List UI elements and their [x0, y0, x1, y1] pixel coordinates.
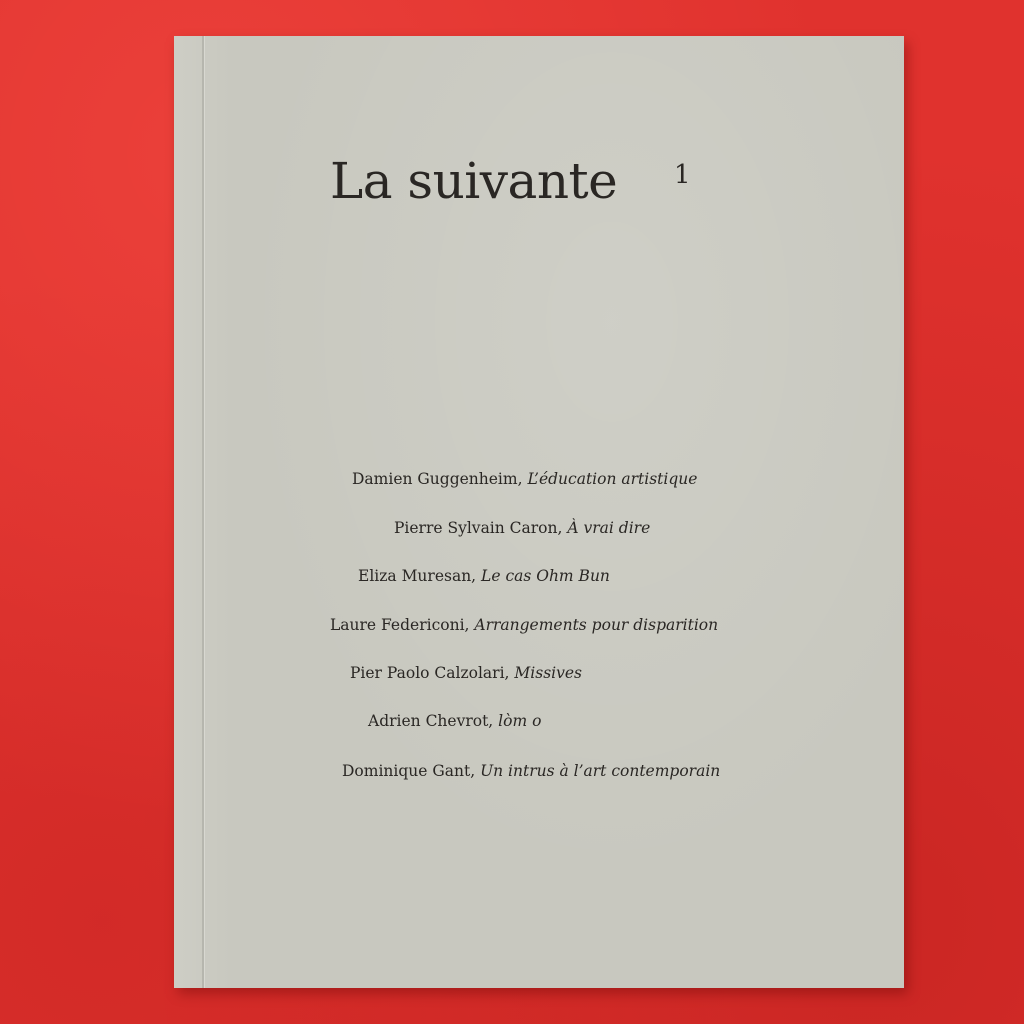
entry-author: Adrien Chevrot,	[368, 712, 494, 730]
contents-entry	[330, 616, 718, 634]
issue-number: 1	[674, 160, 691, 190]
entry-work: Le cas Ohm Bun	[481, 567, 610, 585]
entry-author: Damien Guggenheim,	[352, 470, 523, 488]
entry-author: Eliza Muresan,	[358, 567, 477, 585]
entry-author: Dominique Gant,	[342, 762, 476, 780]
entry-work: À vrai dire	[567, 519, 651, 537]
contents-entry	[394, 519, 650, 537]
book-cover	[174, 36, 904, 988]
contents-entry	[342, 762, 720, 780]
journal-title: La suivante	[330, 152, 618, 210]
entry-work: Un intrus à l’art contemporain	[480, 762, 721, 780]
entry-author: Pierre Sylvain Caron,	[394, 519, 563, 537]
entry-work: lòm o	[498, 712, 542, 730]
contents-entry	[350, 664, 582, 682]
contents-entry	[358, 567, 610, 585]
contents-entry	[368, 712, 541, 730]
entry-work: Arrangements pour disparition	[474, 616, 719, 634]
entry-author: Laure Federiconi,	[330, 616, 470, 634]
contents-entry	[352, 470, 697, 488]
entry-author: Pier Paolo Calzolari,	[350, 664, 510, 682]
entry-work: Missives	[514, 664, 582, 682]
entry-work: L’éducation artistique	[527, 470, 698, 488]
table-of-contents	[174, 36, 904, 988]
